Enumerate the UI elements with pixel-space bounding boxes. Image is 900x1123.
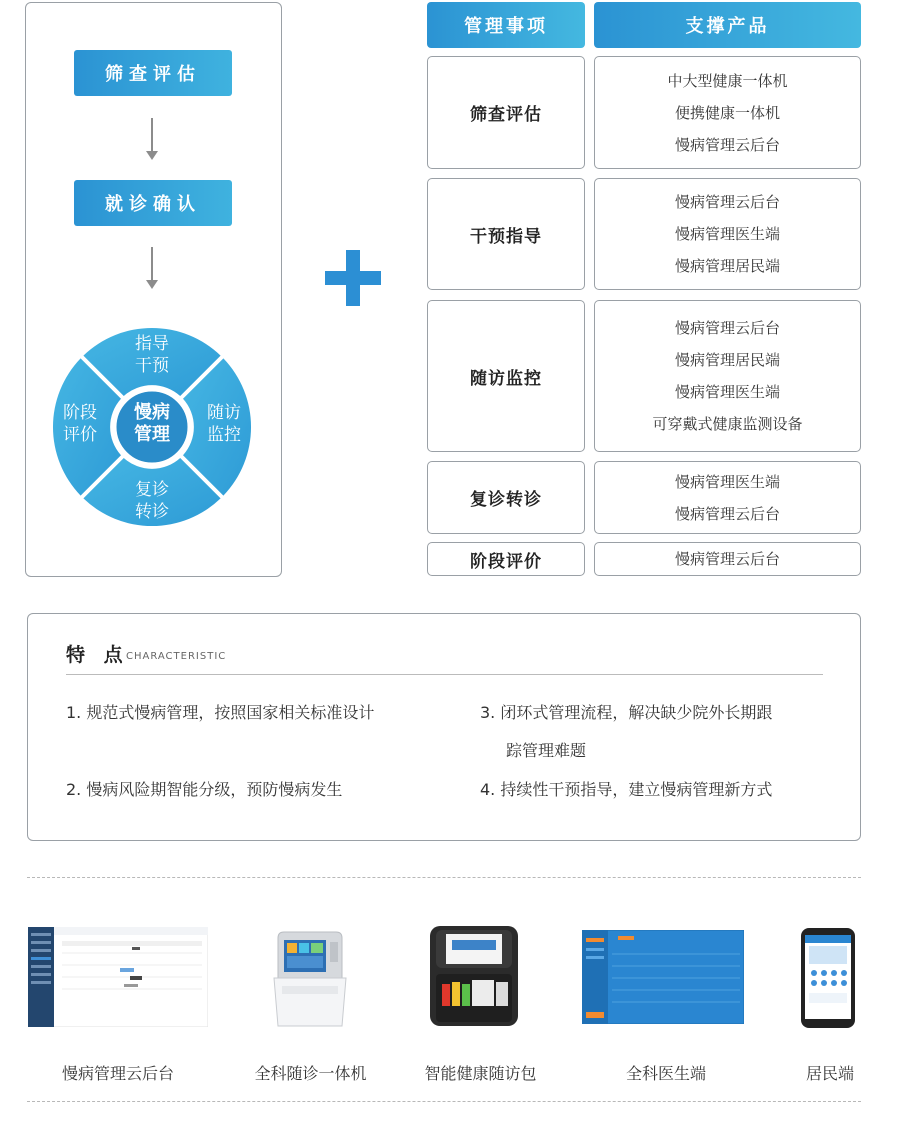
product-entry: 慢病管理云后台 [674, 193, 780, 211]
table-row-products [594, 461, 861, 534]
table-row-products [594, 300, 861, 452]
product-label-resident: 居民端 [805, 1064, 854, 1083]
doctor-app-screenshot [582, 930, 744, 1024]
divider-bottom [27, 1101, 861, 1102]
cycle-center-label: 慢病 管理 [134, 402, 170, 445]
table-row-item: 随访监控 [427, 300, 585, 452]
product-label-kiosk: 全科随诊一体机 [254, 1064, 367, 1083]
table-header-products: 支撑产品 [594, 2, 861, 48]
table-row-item: 干预指导 [427, 178, 585, 290]
kiosk-device-image [270, 930, 350, 1030]
product-label-cloud: 慢病管理云后台 [61, 1064, 174, 1083]
product-entry: 慢病管理云后台 [674, 319, 780, 337]
features-subtitle: CHARACTERISTIC [126, 651, 227, 662]
product-entry: 慢病管理云后台 [674, 550, 780, 568]
flow-step-screening: 筛查评估 [74, 50, 232, 96]
health-kit-image [424, 922, 524, 1030]
product-label-doctor: 全科医生端 [625, 1064, 706, 1083]
feature-item-3: 3. 闭环式管理流程，解决缺少院外长期跟 踪管理难题 [480, 703, 773, 760]
features-title: 特 点 [66, 644, 129, 666]
features-divider [66, 674, 823, 675]
product-entry: 慢病管理居民端 [674, 351, 780, 369]
product-entry: 慢病管理医生端 [674, 225, 780, 243]
product-entry: 慢病管理医生端 [674, 472, 780, 491]
cycle-label-right: 随访 监控 [207, 403, 241, 445]
cycle-label-top: 指导 干预 [135, 334, 169, 376]
cloud-backend-screenshot [28, 927, 208, 1027]
features-panel [27, 613, 861, 841]
table-row-item: 阶段评价 [427, 542, 585, 576]
flow-arrow-down-icon [151, 118, 153, 158]
cycle-label-bottom: 复诊 转诊 [135, 480, 169, 522]
product-entry: 慢病管理云后台 [674, 504, 780, 523]
table-row-products [594, 56, 861, 169]
table-row-products [594, 178, 861, 290]
product-label-kit: 智能健康随访包 [424, 1064, 537, 1083]
table-header-items: 管理事项 [427, 2, 585, 48]
product-entry: 慢病管理医生端 [674, 383, 780, 401]
feature-item-1: 1. 规范式慢病管理，按照国家相关标准设计 [66, 703, 375, 722]
table-row-item: 复诊转诊 [427, 461, 585, 534]
feature-item-2: 2. 慢病风险期智能分级，预防慢病发生 [66, 780, 343, 799]
table-row-item: 筛查评估 [427, 56, 585, 169]
cycle-label-left: 阶段 评价 [63, 403, 97, 445]
flow-panel [25, 2, 282, 577]
product-entry: 慢病管理居民端 [674, 257, 780, 275]
product-entry: 便携健康一体机 [674, 103, 780, 122]
product-entry: 中大型健康一体机 [667, 71, 788, 90]
flow-arrow-down-icon [151, 247, 153, 287]
feature-item-4: 4. 持续性干预指导，建立慢病管理新方式 [480, 780, 773, 799]
table-row-products [594, 542, 861, 576]
flow-step-confirm: 就诊确认 [74, 180, 232, 226]
product-entry: 可穿戴式健康监测设备 [652, 415, 803, 433]
resident-app-phone [800, 927, 856, 1029]
divider-top [27, 877, 861, 878]
product-entry: 慢病管理云后台 [674, 135, 780, 154]
plus-icon [325, 250, 381, 306]
